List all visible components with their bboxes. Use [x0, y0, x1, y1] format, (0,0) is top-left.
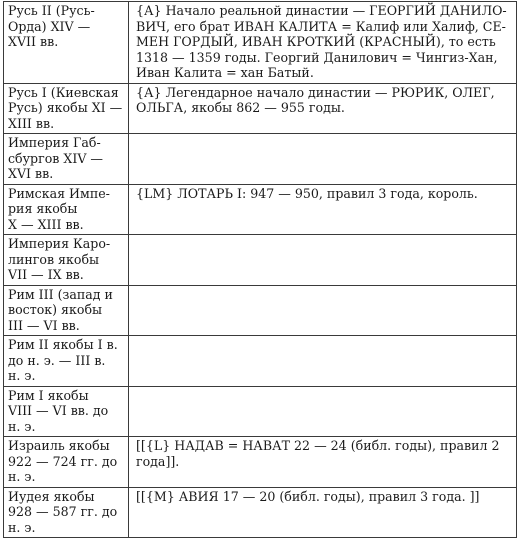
- period-line: 922 — 724 гг. до: [8, 453, 118, 469]
- rulers-line: ОЛЬГА, якобы 862 — 955 годы.: [136, 100, 345, 115]
- table-row-rome-2: [4, 336, 517, 387]
- rulers-line: ВИЧ, его брат ИВАН КАЛИТА = Калиф или Халиф, СЕ-: [136, 18, 506, 34]
- table-row-habsburg: [4, 134, 517, 185]
- period-line: Империя Каро-: [8, 236, 111, 251]
- rulers-line: {LM} ЛОТАРЬ I: 947 — 950, правил 3 года, король.: [136, 185, 478, 201]
- period-line: VII — IX вв.: [8, 267, 84, 282]
- rulers-line: 1318 — 1359 годы. Георгий Данилович = Чингиз-Хан,: [136, 49, 498, 65]
- period-line: Орда) XIV —: [8, 18, 91, 34]
- table-row-rome-1: [4, 386, 517, 437]
- period-line: восток) якобы: [8, 302, 103, 317]
- period-line: н. э.: [8, 418, 36, 434]
- period-line: Рим I якобы: [8, 387, 89, 403]
- period-line: VIII — VI вв. до: [8, 403, 109, 418]
- period-cell: [4, 184, 129, 235]
- period-line: Русь) якобы XI —: [8, 100, 123, 115]
- period-cell: [4, 336, 129, 387]
- period-line: н. э.: [8, 368, 36, 383]
- rulers-cell: [129, 184, 517, 235]
- period-line: Русь I (Киевская: [8, 84, 119, 100]
- period-cell: [4, 2, 129, 84]
- period-line: Иудея якобы: [8, 488, 95, 504]
- rulers-cell: [129, 285, 517, 336]
- rulers-line: {А} Легендарное начало династии — РЮРИК, ОЛЕГ,: [136, 84, 495, 100]
- period-line: Римская Импе-: [8, 185, 110, 201]
- table-row-israel: [4, 437, 517, 488]
- rulers-line: [[{M} АВИЯ 17 — 20 (библ. годы), правил 3 года. ]]: [136, 488, 480, 504]
- period-line: до н. э. — III в.: [8, 352, 106, 368]
- rulers-line: года]].: [136, 453, 180, 469]
- period-line: Рим III (запад и: [8, 286, 113, 302]
- rulers-line: [[{L} НАДАВ = НАВАТ 22 — 24 (библ. годы), правил 2: [136, 438, 500, 453]
- table-row-rus-1: [4, 83, 517, 134]
- chronology-table: [3, 1, 517, 538]
- rulers-cell: [129, 235, 517, 286]
- table-row-carolingian: [4, 235, 517, 286]
- period-line: сбургов XIV —: [8, 150, 104, 166]
- rulers-cell: [129, 336, 517, 387]
- period-line: Империя Габ-: [8, 135, 101, 150]
- period-line: X — XIII вв.: [8, 216, 84, 232]
- table-row-rus-2: [4, 2, 517, 84]
- period-cell: [4, 386, 129, 437]
- rulers-cell: [129, 83, 517, 134]
- period-line: III — VI вв.: [8, 317, 80, 333]
- period-line: XVI вв.: [8, 166, 54, 181]
- rulers-line: МЕН ГОРДЫЙ, ИВАН КРОТКИЙ (КРАСНЫЙ), то есть: [136, 34, 496, 49]
- rulers-cell: [129, 437, 517, 488]
- period-line: XIII вв.: [8, 115, 55, 131]
- rulers-cell: [129, 134, 517, 185]
- period-line: Русь II (Русь-: [8, 3, 95, 18]
- rulers-line: {А} Начало реальной династии — ГЕОРГИЙ ДАНИЛО-: [136, 3, 507, 18]
- period-cell: [4, 83, 129, 134]
- period-cell: [4, 235, 129, 286]
- rulers-cell: [129, 487, 517, 538]
- rulers-line: Иван Калита = хан Батый.: [136, 65, 314, 80]
- rulers-cell: [129, 2, 517, 84]
- period-cell: [4, 134, 129, 185]
- rulers-cell: [129, 386, 517, 437]
- period-line: XVII вв.: [8, 34, 59, 49]
- table-row-roman-empire: [4, 184, 517, 235]
- period-line: 928 — 587 гг. до: [8, 504, 118, 519]
- table-row-rome-3: [4, 285, 517, 336]
- period-line: н. э.: [8, 469, 36, 484]
- period-line: лингов якобы: [8, 251, 100, 267]
- period-line: рия якобы: [8, 201, 78, 216]
- period-cell: [4, 285, 129, 336]
- period-cell: [4, 487, 129, 538]
- period-line: Рим II якобы I в.: [8, 337, 118, 352]
- period-line: н. э.: [8, 519, 36, 535]
- table-row-judea: [4, 487, 517, 538]
- period-line: Израиль якобы: [8, 438, 110, 453]
- period-cell: [4, 437, 129, 488]
